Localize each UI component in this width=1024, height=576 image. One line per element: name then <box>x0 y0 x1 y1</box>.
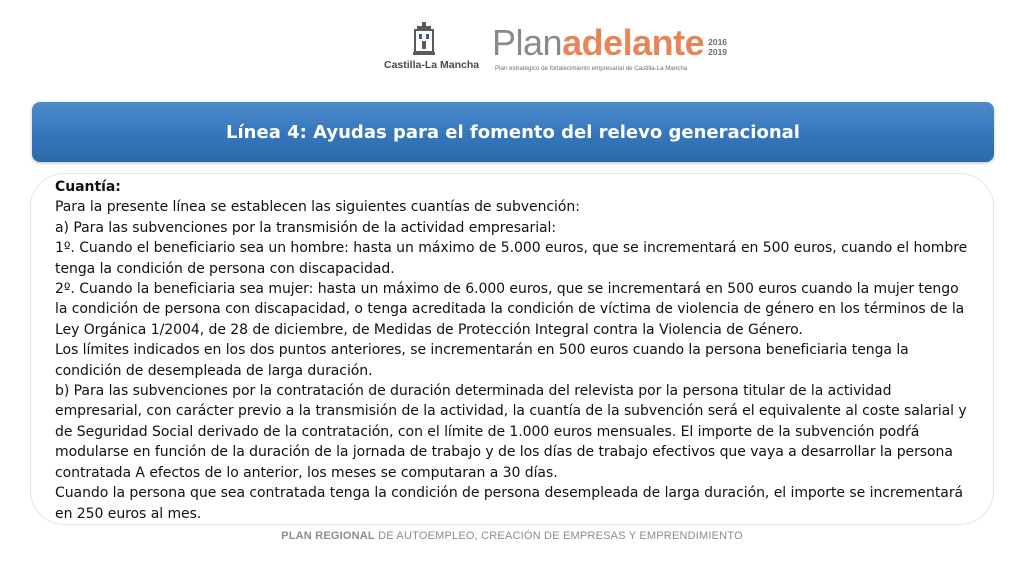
paragraph: b) Para las subvenciones por la contratación de duración determinada del relevista por la persona titular de la actividad empresarial, con carácter previo a la transmisión de la actividad, la cuantía de la subvención será el equivalente al coste salarial y de Seguridad Social derivado de la contratación, con el límite de 1.000 euros mensuales. El importe de la subvención podŕá modularse en función de la duración de la jornada de trabajo y de los días de trabajo efectivos que vaya a desarrollar la persona contratada A efectos de lo anterior, los meses se computaran a 30 días. <box>55 383 967 481</box>
footer-bold-text: PLAN REGIONAL <box>281 530 375 542</box>
plan-adelante-logo <box>492 24 742 74</box>
paragraph: a) Para las subvenciones por la transmisión de la actividad empresarial: <box>55 219 557 236</box>
footer-text: DE AUTOEMPLEO, CREACIÓN DE EMPRESAS Y EMPRENDIMIENTO <box>374 530 743 542</box>
paragraph: Para la presente línea se establecen las siguientes cuantías de subvención: <box>55 199 580 216</box>
castilla-la-mancha-logo <box>384 22 480 76</box>
year-start: 2016 <box>708 37 728 47</box>
paragraph: 1º. Cuando el beneficiario sea un hombre: hasta un máximo de 5.000 euros, que se incrementará en 500 euros, cuando el hombre tenga la condición de persona con discapacidad. <box>55 240 968 277</box>
paragraph: 2º. Cuando la beneficiaria sea mujer: hasta un máximo de 6.000 euros, que se incrementará en 500 euros cuando la mujer tengo la condición de persona con discapacidad, o tenga acreditada la condición de víctima de violencia de género en los términos de la Ley Orgánica 1/2004, de 28 de diciembre, de Medidas de Protección Integral contra la Violencia de Género. <box>55 281 965 338</box>
plan-word: Plan <box>492 22 563 63</box>
adelante-word: adelante <box>562 22 705 63</box>
page-title: Línea 4: Ayudas para el fomento del relevo generacional <box>226 121 800 143</box>
year-end: 2019 <box>708 47 728 57</box>
title-banner <box>32 102 994 162</box>
footer <box>0 530 1024 542</box>
paragraph: Los límites indicados en los dos puntos anteriores, se incrementarán en 500 euros cuando la persona beneficiaria tenga la condición de desempleada de larga duración. <box>55 342 909 379</box>
plan-subtitle: Plan estratégico de fortalecimiento empresarial de Castilla-La Mancha <box>495 65 688 72</box>
content-body <box>55 177 975 524</box>
castle-crest-icon <box>413 22 435 56</box>
castilla-la-mancha-text: Castilla-La Mancha <box>384 59 480 71</box>
paragraph: Cuando la persona que sea contratada tenga la condición de persona desempleada de larga duración, el importe se incrementará en 250 euros al mes. <box>55 485 964 522</box>
content-heading: Cuantía: <box>55 179 121 195</box>
